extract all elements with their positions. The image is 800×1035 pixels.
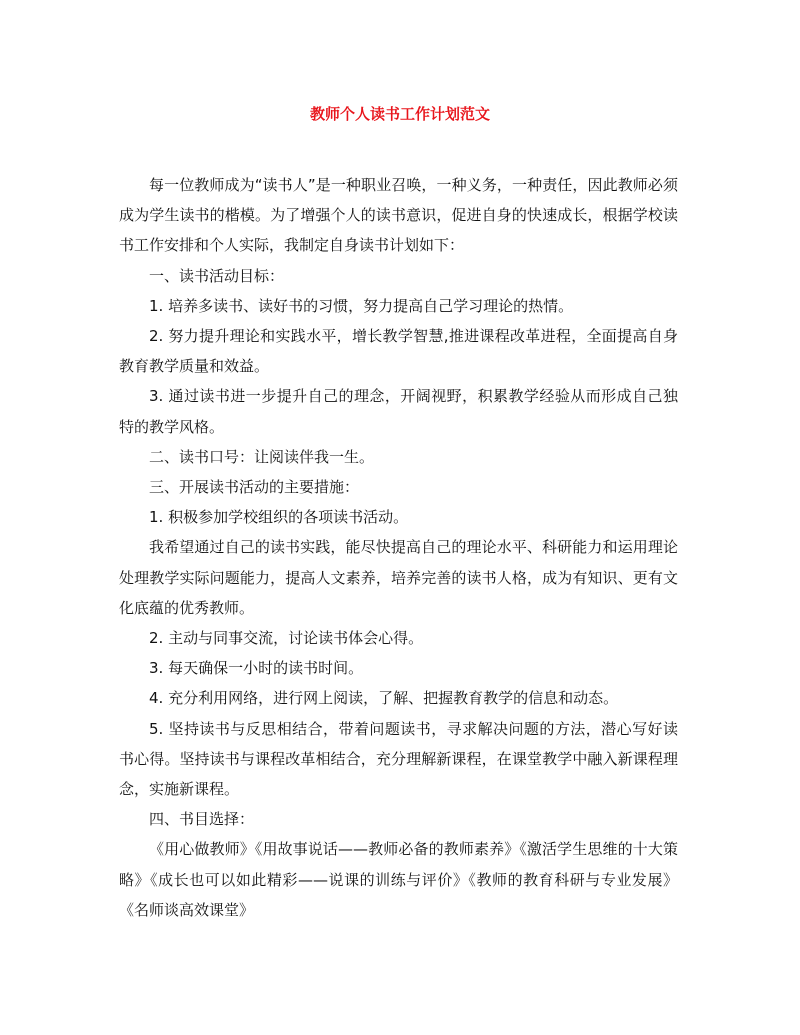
booklist-paragraph: 《用心做教师》《用故事说话——教师必备的教师素养》《激活学生思维的十大策略》《成长也可以如此精彩——说课的训练与评价》《教师的教育科研与专业发展》《名师谈高效课堂》	[119, 840, 678, 919]
measure-item-2: 2. 主动与同事交流，讨论读书体会心得。	[149, 629, 424, 648]
section-heading-slogan: 二、读书口号：让阅读伴我一生。	[149, 447, 375, 466]
document-body	[119, 170, 678, 925]
measure-item-4: 4. 充分利用网络，进行网上阅读，了解、把握教育教学的信息和动态。	[149, 689, 619, 708]
section-heading-goals: 一、读书活动目标：	[149, 266, 285, 285]
measure-item-1: 1. 积极参加学校组织的各项读书活动。	[149, 508, 409, 527]
measure-paragraph: 我希望通过自己的读书实践，能尽快提高自己的理论水平、科研能力和运用理论处理教学实际问题能力，提高人文素养，培养完善的读书人格，成为有知识、更有文化底蕴的优秀教师。	[119, 538, 678, 617]
goal-item-1: 1. 培养多读书、读好书的习惯，努力提高自己学习理论的热情。	[149, 296, 574, 315]
section-heading-measures: 三、开展读书活动的主要措施：	[149, 478, 360, 497]
measure-item-3: 3. 每天确保一小时的读书时间。	[149, 659, 364, 678]
goal-item-2: 2. 努力提升理论和实践水平，增长教学智慧,推进课程改革进程，全面提高自身教育教学质量和效益。	[119, 327, 678, 376]
measure-item-5: 5. 坚持读书与反思相结合，带着问题读书，寻求解决问题的方法，潜心写好读书心得。坚持读书与课程改革相结合，充分理解新课程，在课堂教学中融入新课程理念，实施新课程。	[119, 719, 678, 799]
document-title: 教师个人读书工作计划范文	[309, 105, 490, 123]
intro-paragraph: 每一位教师成为“读书人”是一种职业召唤，一种义务，一种责任，因此教师必须成为学生读书的楷模。为了增强个人的读书意识，促进自身的快速成长，根据学校读书工作安排和个人实际，我制定自身读书计划如下：	[119, 176, 678, 255]
section-heading-booklist: 四、书目选择：	[149, 810, 255, 829]
goal-item-3: 3. 通过读书进一步提升自己的理念，开阔视野，积累教学经验从而形成自己独特的教学风格。	[119, 387, 678, 436]
